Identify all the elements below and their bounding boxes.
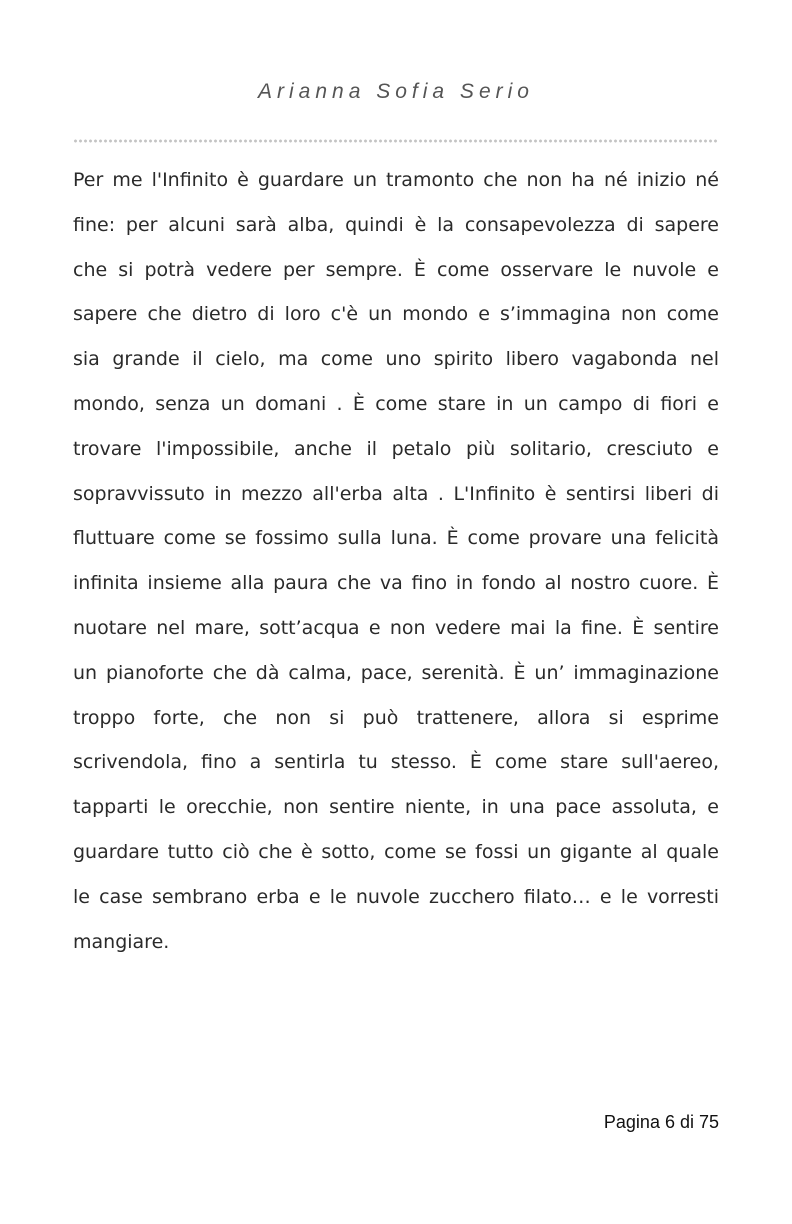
- dotted-divider: [73, 139, 719, 143]
- page-number: Pagina 6 di 75: [603, 1112, 719, 1132]
- author-name: Arianna Sofia Serio: [258, 80, 534, 103]
- body-paragraph: Per me l'Infinito è guardare un tramonto che non ha né inizio né fine: per alcuni sarà alba, quindi è la consapevolezza di sapere che si potrà vedere per sempre. È come osservare le nuvole e sapere che dietro di loro c'è un mondo e s’immagina non come sia grande il cielo, ma come uno spirito libero vagabonda nel mondo, senza un domani . È come stare in un campo di fiori e trovare l'impossibile, anche il petalo più solitario, cresciuto e sopravvissuto in mezzo all'erba alta . L'Infinito è sentirsi liberi di fluttuare come se fossimo sulla luna. È come provare una felicità infinita insieme alla paura che va fino in fondo al nostro cuore. È nuotare nel mare, sott’acqua e non vedere mai la fine. È sentire un pianoforte che dà calma, pace, serenità. È un’ immaginazione troppo forte, che non si può trattenere, allora si esprime scrivendola, fino a sentirla tu stesso. È come stare sull'aereo, tapparti le orecchie, non sentire niente, in una pace assoluta, e guardare tutto ciò che è sotto, come se fossi un gigante al quale le case sembrano erba e le nuvole zucchero filato… e le vorresti mangiare.: [73, 169, 719, 953]
